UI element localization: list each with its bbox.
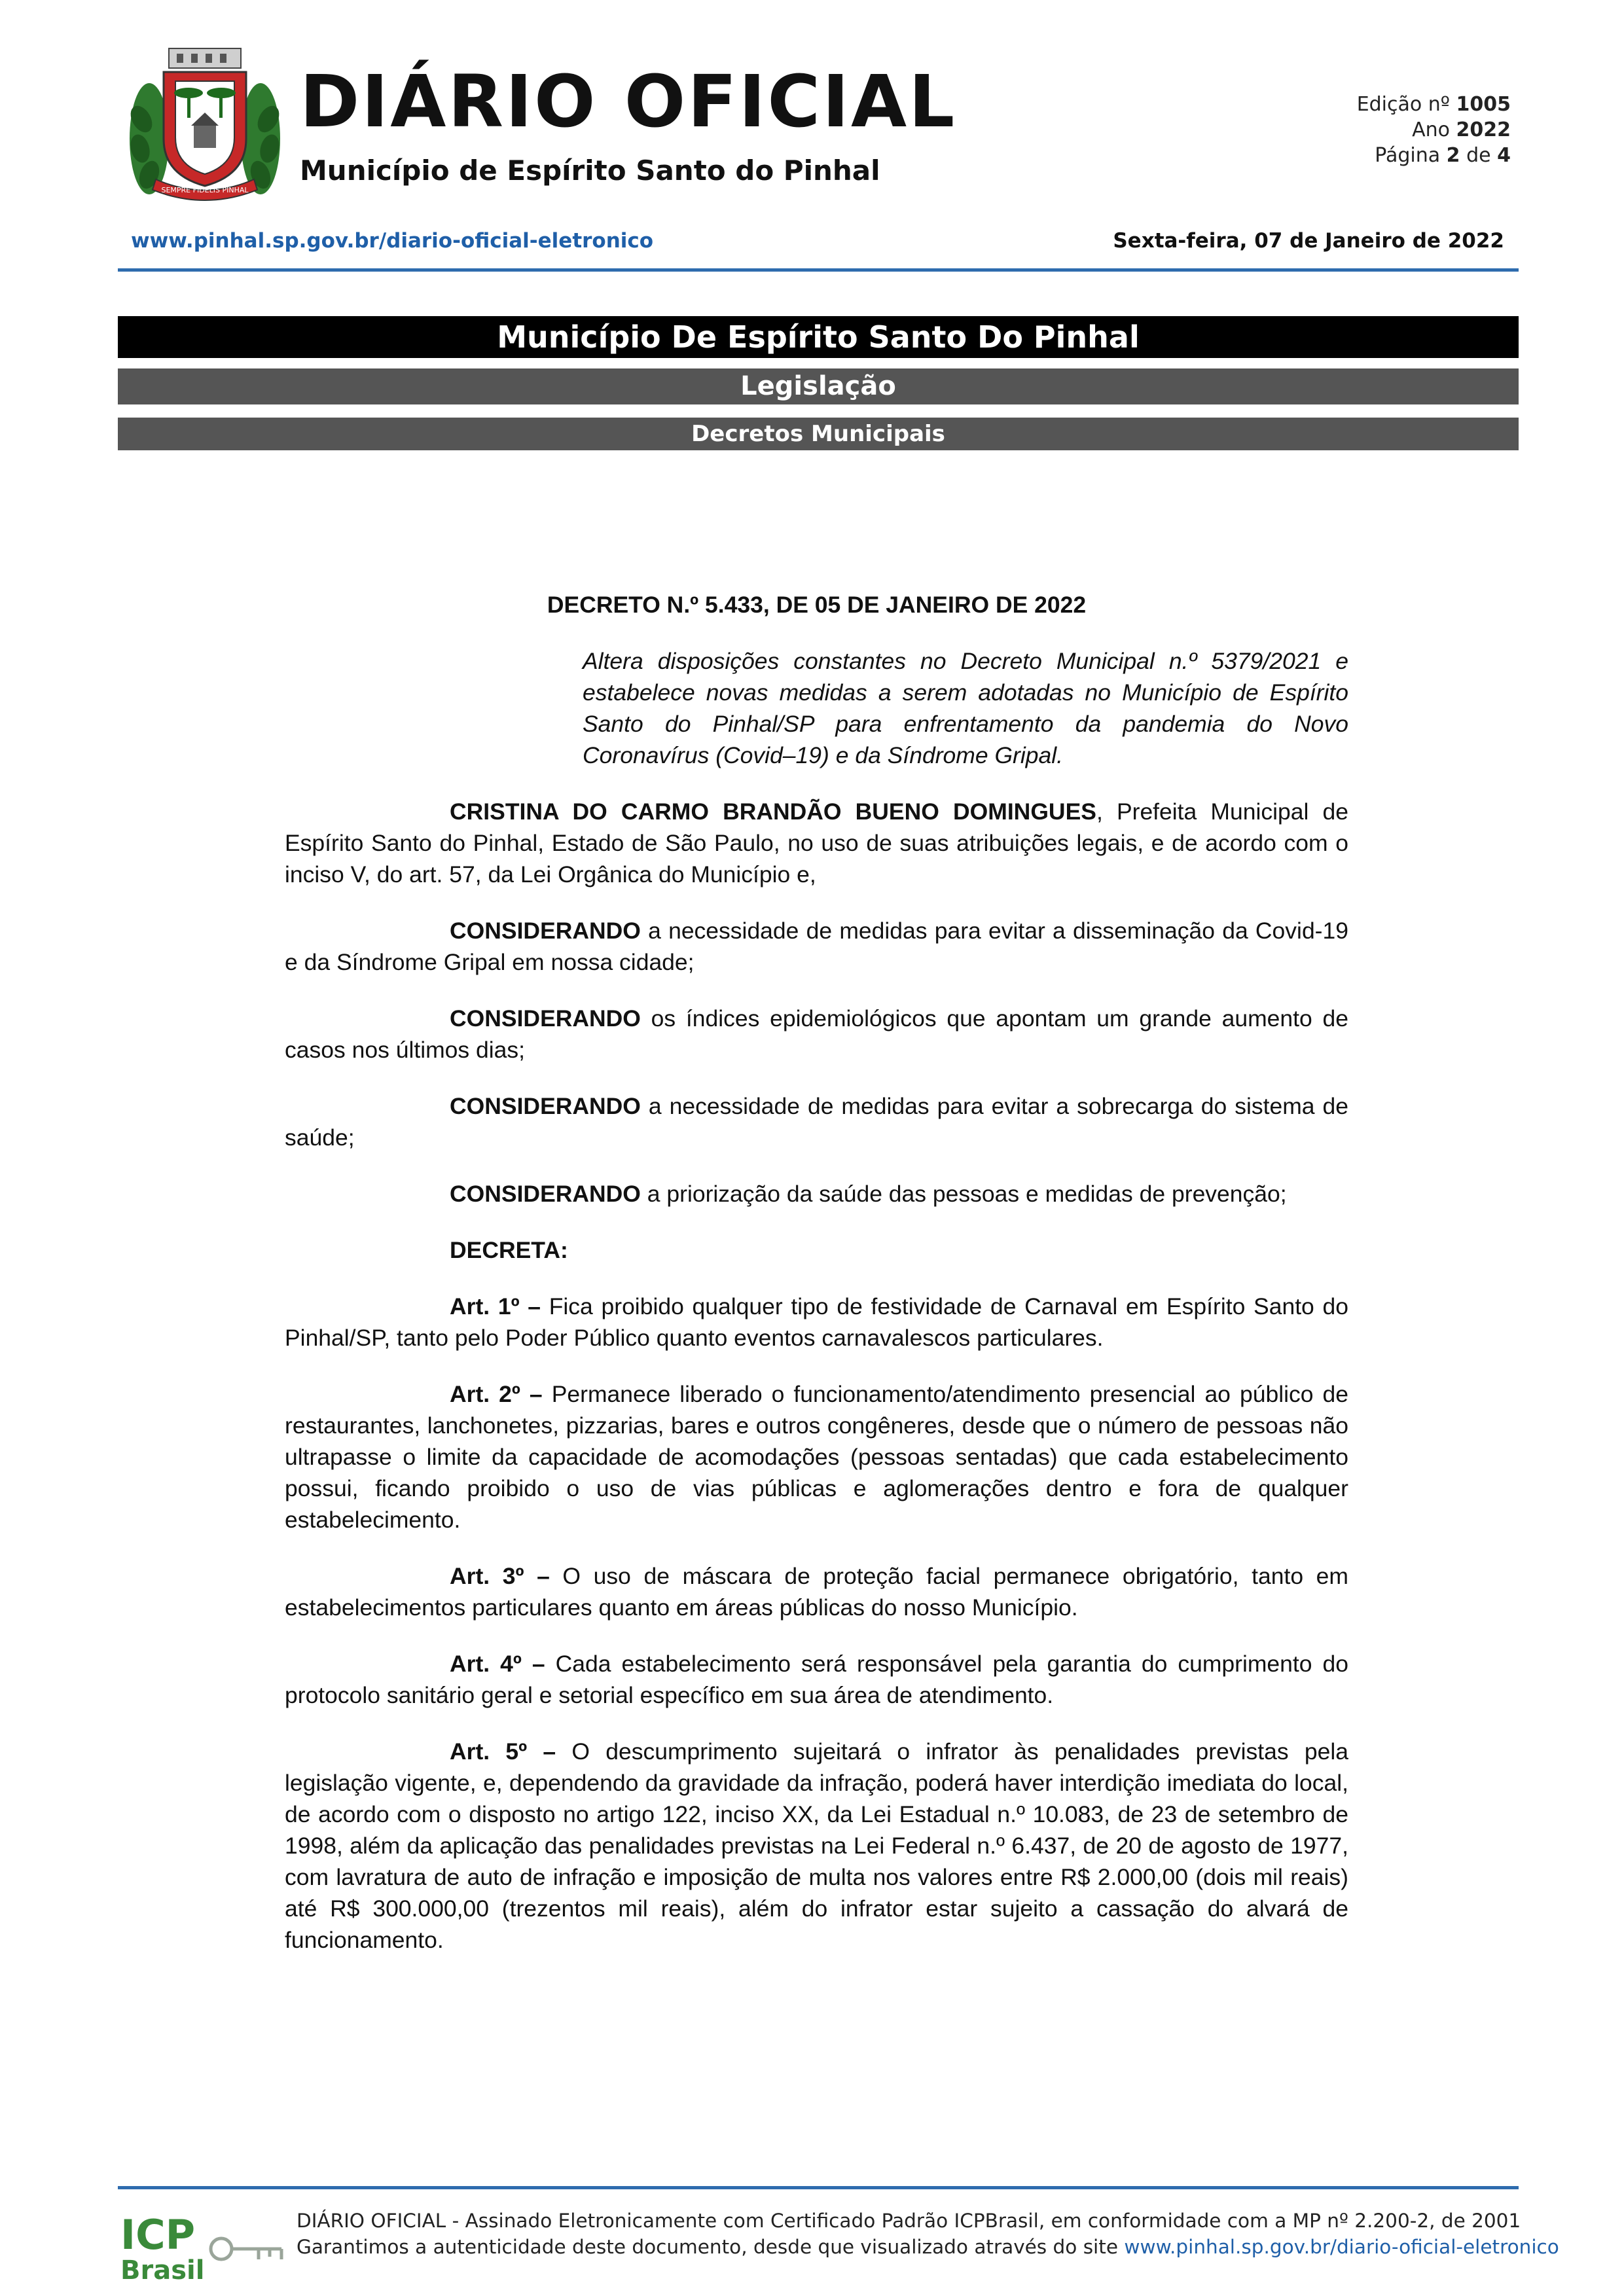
header-divider (118, 268, 1519, 272)
page-of: de (1466, 144, 1491, 167)
considerando-keyword: CONSIDERANDO (450, 1093, 641, 1119)
mayor-name: CRISTINA DO CARMO BRANDÃO BUENO DOMINGUES (450, 798, 1096, 825)
considerando-text: a necessidade de medidas para evitar a disseminação da Covid-19 e da Síndrome Gripal em nossa cidade; (285, 918, 1348, 975)
year-label: Ano (1412, 118, 1450, 141)
article-paragraph (285, 1648, 1348, 1711)
year-line (1357, 117, 1511, 143)
decreta-keyword: DECRETA: (450, 1237, 568, 1263)
subsection-banner: Decretos Municipais (118, 418, 1519, 450)
article-paragraph (285, 1378, 1348, 1535)
icp-logo-top: ICP (120, 2211, 196, 2259)
edition-line (1357, 92, 1511, 117)
considerando-text: a necessidade de medidas para evitar a sobrecarga do sistema de saúde; (285, 1093, 1348, 1151)
section-banner: Legislação (118, 368, 1519, 404)
page-label: Página (1375, 144, 1441, 167)
footer-website-link[interactable]: www.pinhal.sp.gov.br/diario-oficial-eletronico (1124, 2236, 1559, 2258)
decree-body (285, 589, 1348, 1981)
considerando-text: a priorização da saúde das pessoas e medidas de prevenção; (640, 1181, 1287, 1207)
publication-title: DIÁRIO OFICIAL (300, 60, 957, 143)
edition-info (1357, 92, 1511, 168)
key-icon (211, 2238, 281, 2259)
considerando-paragraph (285, 1178, 1348, 1210)
footer-line-2 (297, 2234, 1559, 2260)
coat-of-arms-logo (123, 41, 287, 204)
article-label: Art. 3º – (450, 1563, 550, 1589)
preamble-text: , Prefeita Municipal de Espírito Santo do Pinhal, Estado de São Paulo, no uso de suas atribuições legais, e de acordo com o inciso V, do art. 57, da Lei Orgânica do Município e, (285, 798, 1349, 888)
edition-number: 1005 (1456, 93, 1511, 116)
article-paragraph (285, 1291, 1348, 1354)
considerando-text: os índices epidemiológicos que apontam um grande aumento de casos nos últimos dias; (285, 1005, 1348, 1063)
article-text: O uso de máscara de proteção facial permanece obrigatório, tanto em estabelecimentos particulares quanto em áreas públicas do nosso Município. (285, 1563, 1348, 1621)
preamble-paragraph (285, 796, 1348, 890)
article-text: Fica proibido qualquer tipo de festividade de Carnaval em Espírito Santo do Pinhal/SP, tanto pelo Poder Público quanto eventos carnavalescos particulares. (285, 1293, 1348, 1351)
considerando-paragraph (285, 1090, 1348, 1153)
considerando-keyword: CONSIDERANDO (450, 1005, 641, 1031)
footer-divider (118, 2186, 1519, 2189)
decree-title: DECRETO N.º 5.433, DE 05 DE JANEIRO DE 2022 (547, 592, 1087, 618)
decreta-heading (285, 1234, 1348, 1266)
year-value: 2022 (1456, 118, 1511, 141)
considerando-paragraph (285, 915, 1348, 978)
page-current: 2 (1446, 144, 1460, 167)
article-label: Art. 4º – (450, 1651, 545, 1677)
icp-logo-bottom: Brasil (120, 2255, 205, 2283)
page-line (1357, 143, 1511, 168)
website-link[interactable]: www.pinhal.sp.gov.br/diario-oficial-eletronico (131, 229, 654, 253)
article-paragraph (285, 1736, 1348, 1956)
footer-line-2-prefix: Garantimos a autenticidade deste documento, desde que visualizado através do site (297, 2236, 1125, 2258)
decree-ementa: Altera disposições constantes no Decreto Municipal n.º 5379/2021 e estabelece novas medidas a serem adotadas no Município de Espírito Santo do Pinhal/SP para enfrentamento da pandemia do Novo Coronavírus (Covid–19) e da Síndrome Gripal. (583, 648, 1348, 768)
footer-text (297, 2208, 1559, 2260)
article-label: Art. 1º – (450, 1293, 541, 1319)
article-paragraph (285, 1560, 1348, 1623)
considerando-keyword: CONSIDERANDO (450, 1181, 641, 1207)
article-text: Cada estabelecimento será responsável pela garantia do cumprimento do protocolo sanitário geral e setorial específico em sua área de atendimento. (285, 1651, 1348, 1708)
publication-subtitle: Município de Espírito Santo do Pinhal (300, 154, 880, 187)
article-label: Art. 2º – (450, 1381, 543, 1407)
municipality-banner: Município De Espírito Santo Do Pinhal (118, 316, 1519, 358)
footer-line-1: DIÁRIO OFICIAL - Assinado Eletronicamente com Certificado Padrão ICPBrasil, em conformidade com a MP nº 2.200-2, de 2001 (297, 2210, 1521, 2232)
icp-brasil-logo (118, 2211, 314, 2283)
article-text: Permanece liberado o funcionamento/atendimento presencial ao público de restaurantes, lanchonetes, pizzarias, bares e outros congêneres, desde que o número de pessoas não ultrapasse o limite da capacidade de acomodações (pessoas sentadas) que cada estabelecimento possui, ficando proibido o uso de vias públicas e aglomerações dentro e fora de qualquer estabelecimento. (285, 1381, 1348, 1533)
publication-date: Sexta-feira, 07 de Janeiro de 2022 (1113, 229, 1504, 253)
seal-motto: SEMPRE FIDELIS PINHAL (161, 186, 249, 194)
page-total: 4 (1497, 144, 1511, 167)
article-label: Art. 5º – (450, 1738, 556, 1765)
article-text: O descumprimento sujeitará o infrator às penalidades previstas pela legislação vigente, e, dependendo da gravidade da infração, poderá haver interdição imediata do local, de acordo com o disposto no artigo 122, inciso XX, da Lei Estadual n.º 10.083, de 23 de setembro de 1998, além da aplicação das penalidades previstas na Lei Federal n.º 6.437, de 20 de agosto de 1977, com lavratura de auto de infração e imposição de multa nos valores entre R$ 2.000,00 (dois mil reais) até R$ 300.000,00 (trezentos mil reais), além do infrator estar sujeito a cassação do alvará de funcionamento. (285, 1738, 1348, 1953)
edition-label: Edição nº (1356, 93, 1450, 116)
considerando-keyword: CONSIDERANDO (450, 918, 641, 944)
considerando-paragraph (285, 1003, 1348, 1066)
